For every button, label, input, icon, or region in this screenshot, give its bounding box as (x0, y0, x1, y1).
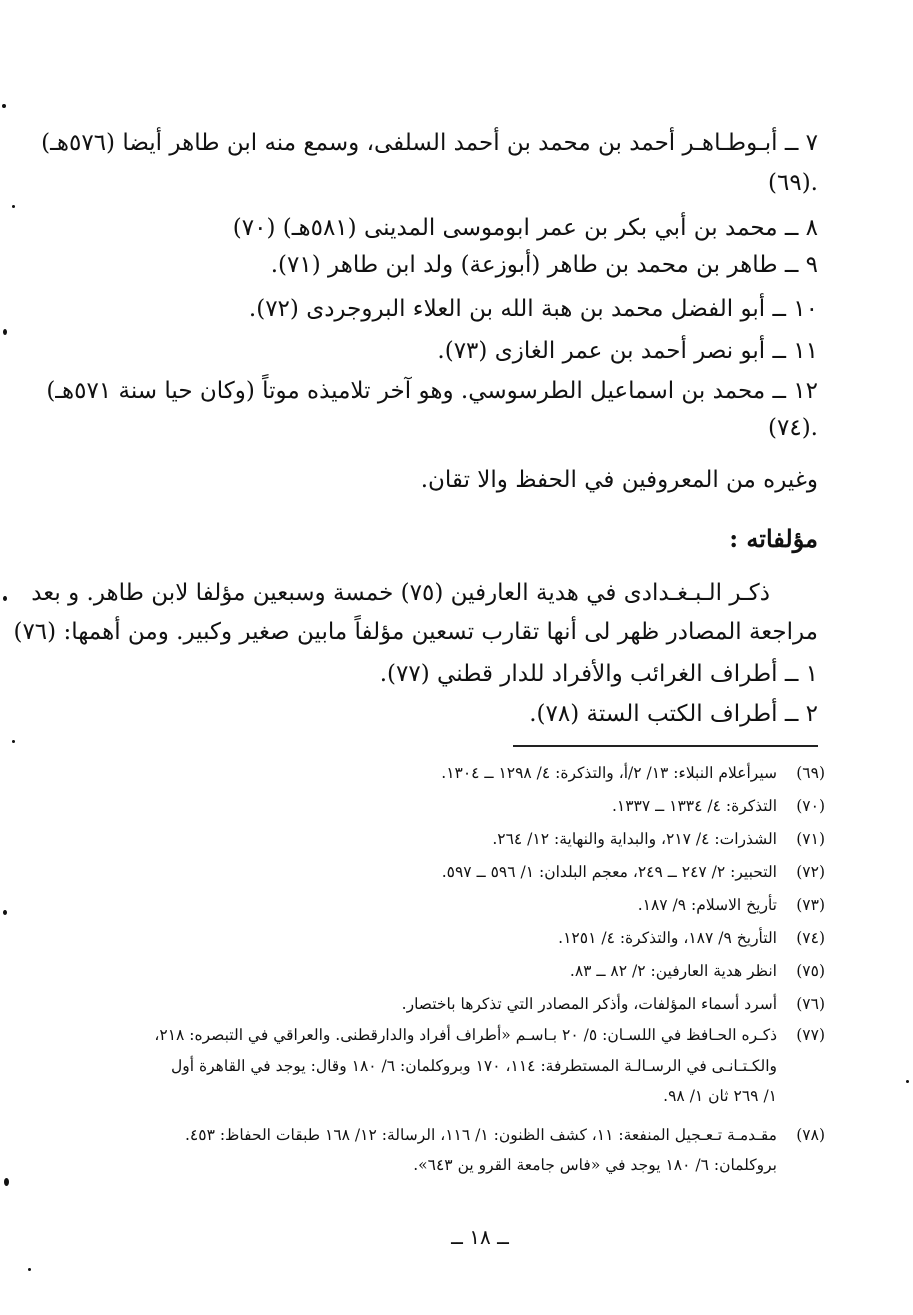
footnote (120, 1024, 825, 1107)
footnote (120, 960, 825, 982)
footnote-text: مقـدمـة تـعـجيل المنفعة: ١١، كشف الظنون: ١/ ١١٦، الرسالة: ١٢/ ١٦٨ طبقات الحفاظ: ٤٥٣. (184, 1126, 777, 1144)
footnote-number: (٧٢) (796, 863, 825, 881)
list-item-12-line-1: ١٢ ــ محمد بن اسماعيل الطرسوسي. وهو آخر تلاميذه موتاً (وكان حيا سنة ٥٧١هـ) (46, 378, 818, 404)
work-item-2: ٢ ــ أطراف الكتب الستة (٧٨). (529, 701, 818, 727)
footnote (120, 861, 825, 883)
footnote (120, 1124, 825, 1176)
scan-speck (3, 910, 7, 915)
footnote (120, 762, 825, 784)
closing-line: وغيره من المعروفين في الحفظ والا تقان. (420, 467, 818, 493)
section-heading: مؤلفاته : (729, 524, 818, 553)
scan-speck (12, 740, 15, 743)
list-item-12-line-2: (٧٤). (768, 415, 818, 441)
list-item-9: ٩ ــ طاهر بن محمد بن طاهر (أبوزعة) ولد ابن طاهر (٧١). (270, 252, 818, 278)
list-item-8: ٨ ــ محمد بن أبي بكر بن عمر ابوموسى المدينى (٥٨١هـ) (٧٠) (232, 215, 818, 241)
footnote-number: (٧١) (796, 830, 825, 848)
footnote-number: (٧٥) (796, 962, 825, 980)
scan-speck (12, 205, 15, 208)
footnote (120, 993, 825, 1015)
footnote-number: (٧٤) (796, 929, 825, 947)
scan-speck (2, 104, 6, 108)
footnote-number: (٦٩) (796, 764, 825, 782)
paragraph-line-1: ذكـر الـبـغـدادى في هدية العارفين (٧٥) خمسة وسبعين مؤلفا لابن طاهر. و بعد (31, 580, 770, 606)
footnote-text-continued: والكـتـانـى في الرسـالـة المستطرفة: ١١٤، ١٧٠ وبروكلمان: ٦/ ١٨٠ وقال: يوجد في القاهرة أول (171, 1057, 777, 1075)
footnote-text: أسرد أسماء المؤلفات، وأذكر المصادر التي تذكرها باختصار. (401, 995, 777, 1013)
footnote (120, 894, 825, 916)
scan-speck (4, 1178, 9, 1186)
footnote-number: (٧٨) (796, 1126, 825, 1144)
footnote-number: (٧٠) (796, 797, 825, 815)
footnote-separator (513, 745, 818, 747)
footnote-text-continued: ١/ ٢٦٩ ثان ١/ ٩٨. (663, 1087, 777, 1105)
list-item-10: ١٠ ــ أبو الفضل محمد بن هبة الله بن العلاء البروجردى (٧٢). (248, 296, 818, 322)
footnote (120, 795, 825, 817)
paragraph-line-2: مراجعة المصادر ظهر لى أنها تقارب تسعين مؤلفاً مابين صغير وكبير. ومن أهمها: (٧٦) (13, 619, 818, 645)
list-item-7-line-1: ٧ ــ أبـوطـاهـر أحمد بن محمد بن أحمد السلفى، وسمع منه ابن طاهر أيضا (٥٧٦هـ) (41, 130, 818, 156)
footnote-number: (٧٧) (796, 1026, 825, 1044)
page-number: ــ ١٨ ــ (451, 1225, 509, 1249)
scan-speck (3, 329, 7, 335)
work-item-1: ١ ــ أطراف الغرائب والأفراد للدار قطني (٧٧). (379, 661, 818, 687)
footnote-number: (٧٣) (796, 896, 825, 914)
scan-speck (906, 1080, 909, 1083)
list-item-11: ١١ ــ أبو نصر أحمد بن عمر الغازى (٧٣). (437, 338, 818, 364)
footnote-text: الشذرات: ٤/ ٢١٧، والبداية والنهاية: ١٢/ ٢٦٤. (492, 830, 777, 848)
footnote-text: سيرأعلام النبلاء: ١٣/ ٢/أ، والتذكرة: ٤/ ١٢٩٨ ــ ١٣٠٤. (441, 764, 777, 782)
footnote (120, 828, 825, 850)
footnote-text-continued: بروكلمان: ٦/ ١٨٠ يوجد في «فاس جامعة القرو ين ٦٤٣». (413, 1156, 777, 1174)
footnote-text: انظر هدية العارفين: ٢/ ٨٢ ــ ٨٣. (569, 962, 777, 980)
footnote-number: (٧٦) (796, 995, 825, 1013)
footnote-text: التأريخ ٩/ ١٨٧، والتذكرة: ٤/ ١٢٥١. (558, 929, 777, 947)
footnote-text: التذكرة: ٤/ ١٣٣٤ ــ ١٣٣٧. (611, 797, 777, 815)
scan-speck (3, 596, 7, 601)
footnote (120, 927, 825, 949)
footnote-text: تأريخ الاسلام: ٩/ ١٨٧. (637, 896, 777, 914)
footnote-text: ذكـره الحـافظ في اللسـان: ٥/ ٢٠ بـاسـم «أطراف أفراد والدارقطنى. والعراقي في التبصره: ٢١٨، (154, 1026, 777, 1044)
scan-speck (28, 1268, 31, 1271)
list-item-7-line-2: (٦٩). (768, 170, 818, 196)
footnote-text: التحبير: ٢/ ٢٤٧ ــ ٢٤٩، معجم البلدان: ١/ ٥٩٦ ــ ٥٩٧. (441, 863, 777, 881)
